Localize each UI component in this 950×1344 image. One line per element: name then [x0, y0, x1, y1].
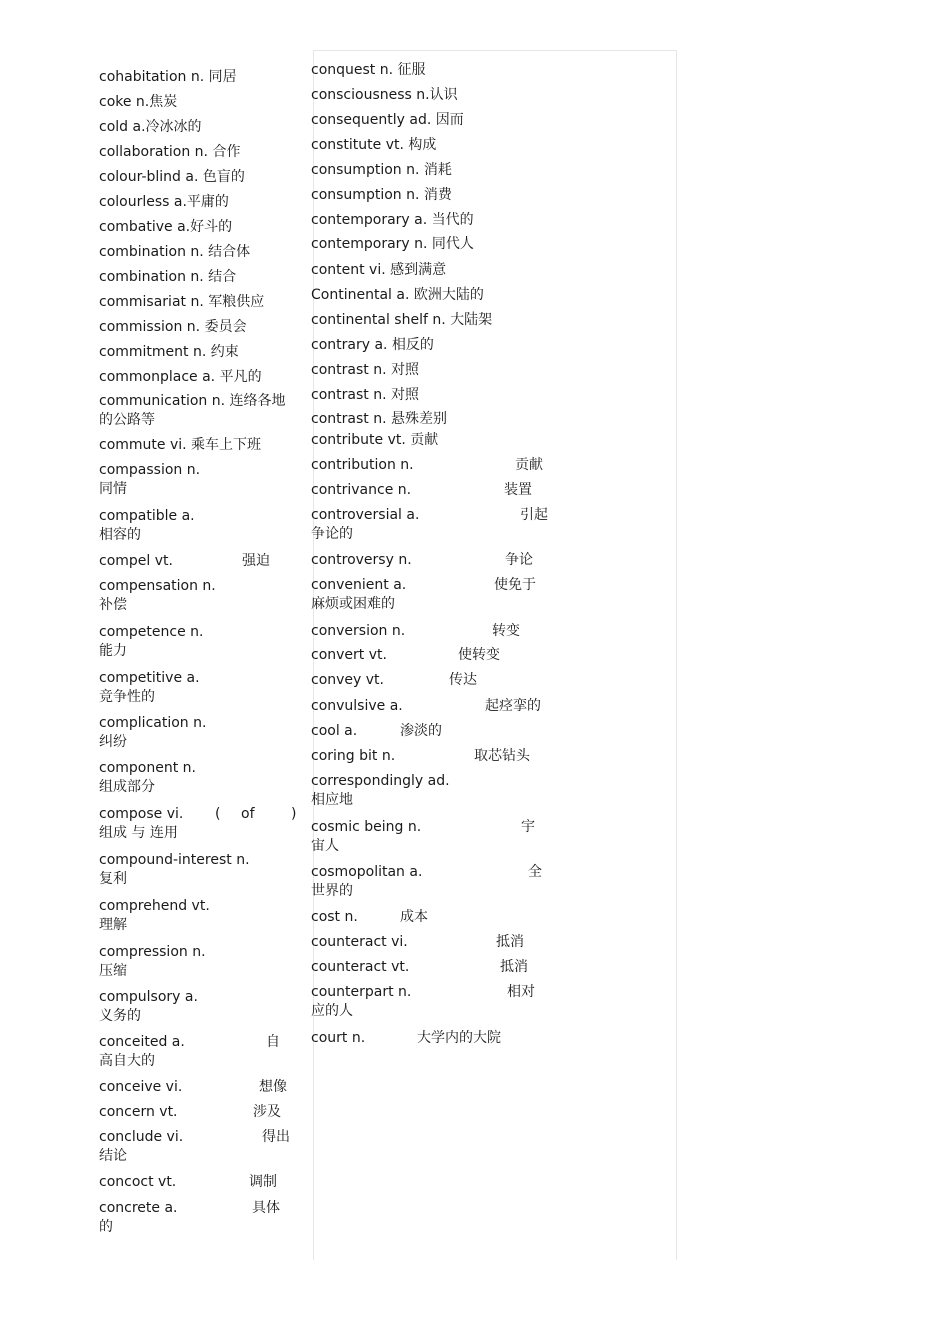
- entry-headword: combination n. 结合体: [99, 244, 251, 260]
- vocab-entry: [311, 431, 438, 450]
- entry-translation: 全: [528, 864, 542, 880]
- vocab-entry: [311, 576, 536, 612]
- vocab-entry: [311, 286, 484, 305]
- entry-headword: commitment n. 约束: [99, 344, 239, 360]
- entry-translation-wrap: 复利: [99, 871, 127, 887]
- vocab-entry: [99, 436, 261, 455]
- vocab-entry: [311, 211, 474, 230]
- entry-translation: 使转变: [458, 647, 500, 663]
- entry-headword: cosmic being n.: [311, 819, 422, 835]
- frame-line-top: [314, 50, 676, 51]
- entry-headword: concrete a.: [99, 1200, 178, 1216]
- entry-headword: coring bit n.: [311, 748, 396, 764]
- vocab-entry: [99, 805, 297, 841]
- vocab-entry: [311, 933, 524, 952]
- entry-translation: 引起: [520, 507, 548, 523]
- entry-translation-wrap: 高自大的: [99, 1053, 155, 1069]
- vocab-entry: [99, 851, 250, 887]
- vocab-entry: [99, 1173, 277, 1192]
- entry-headword: consumption n. 消费: [311, 187, 452, 203]
- entry-headword: coke n.焦炭: [99, 94, 178, 110]
- entry-headword: conceited a.: [99, 1034, 185, 1050]
- entry-translation-wrap: 能力: [99, 643, 127, 659]
- entry-translation-wrap: 世界的: [311, 883, 353, 899]
- entry-headword: collaboration n. 合作: [99, 144, 241, 160]
- entry-headword: contrivance n.: [311, 482, 412, 498]
- entry-headword: compel vt.: [99, 553, 173, 569]
- entry-translation-wrap: 相容的: [99, 527, 141, 543]
- entry-translation: 转变: [492, 623, 520, 639]
- vocab-entry: [311, 235, 474, 254]
- entry-headword: controversy n.: [311, 552, 412, 568]
- vocab-entry: [99, 193, 229, 212]
- vocab-entry: [99, 143, 240, 162]
- entry-headword: conquest n. 征服: [311, 62, 426, 78]
- vocab-entry: [311, 747, 530, 766]
- entry-headword: Continental a. 欧洲大陆的: [311, 287, 484, 303]
- entry-translation: 起痉挛的: [485, 698, 541, 714]
- entry-translation-wrap: 结论: [99, 1148, 127, 1164]
- entry-translation: 调制: [249, 1174, 277, 1190]
- entry-headword: cold a.冷冰冰的: [99, 119, 202, 135]
- vocab-entry: [99, 759, 196, 795]
- entry-headword: contrary a. 相反的: [311, 337, 434, 353]
- entry-headword: contemporary n. 同代人: [311, 236, 474, 252]
- vocab-entry: [99, 343, 239, 362]
- vocab-entry: [99, 218, 232, 237]
- vocab-entry: [99, 669, 200, 705]
- entry-headword: consciousness n.认识: [311, 87, 458, 103]
- entry-headword: counterpart n.: [311, 984, 412, 1000]
- vocab-entry: [99, 623, 204, 659]
- entry-translation-wrap: 组成部分: [99, 779, 155, 795]
- entry-headword: counteract vi.: [311, 934, 408, 950]
- entry-headword: commission n. 委员会: [99, 319, 247, 335]
- entry-headword: complication n.: [99, 715, 207, 731]
- entry-translation: 大学内的大院: [417, 1030, 501, 1046]
- entry-translation-wrap: 组成 与 连用: [99, 825, 178, 841]
- entry-headword: combination n. 结合: [99, 269, 237, 285]
- entry-headword: contribution n.: [311, 457, 414, 473]
- entry-headword: conclude vi.: [99, 1129, 184, 1145]
- vocab-entry: [99, 93, 177, 112]
- frame-line-right: [676, 50, 677, 1260]
- entry-headword: contribute vt. 贡献: [311, 432, 439, 448]
- entry-headword: contrast n. 对照: [311, 362, 419, 378]
- entry-translation: ): [291, 806, 297, 822]
- vocab-entry: [311, 958, 528, 977]
- vocab-entry: [311, 410, 447, 429]
- entry-translation-wrap: 压缩: [99, 963, 127, 979]
- entry-headword: court n.: [311, 1030, 366, 1046]
- entry-translation: 渗淡的: [400, 723, 442, 739]
- vocab-entry: [311, 772, 450, 808]
- entry-headword: communication n. 连络各地: [99, 393, 286, 409]
- entry-translation-wrap: 义务的: [99, 1008, 141, 1024]
- vocab-entry: [311, 646, 500, 665]
- entry-headword: contrast n. 悬殊差别: [311, 411, 447, 427]
- vocab-entry: [99, 392, 286, 428]
- entry-translation: 想像: [259, 1079, 287, 1095]
- entry-translation: 具体: [252, 1200, 280, 1216]
- vocab-entry: [99, 318, 247, 337]
- entry-headword: convey vt.: [311, 672, 384, 688]
- entry-headword: consumption n. 消耗: [311, 162, 452, 178]
- vocab-entry: [311, 1029, 501, 1048]
- vocab-entry: [99, 714, 207, 750]
- vocab-entry: [99, 897, 210, 933]
- entry-translation: 装置: [504, 482, 532, 498]
- vocab-entry: [311, 311, 492, 330]
- entry-headword: competitive a.: [99, 670, 200, 686]
- entry-headword: consequently ad. 因而: [311, 112, 464, 128]
- entry-headword: comprehend vt.: [99, 898, 210, 914]
- entry-headword: convenient a.: [311, 577, 407, 593]
- vocab-entry: [99, 243, 250, 262]
- entry-headword: conceive vi.: [99, 1079, 183, 1095]
- entry-headword: compression n.: [99, 944, 206, 960]
- entry-translation-wrap: 理解: [99, 917, 127, 933]
- entry-headword: correspondingly ad.: [311, 773, 450, 789]
- vocab-entry: [311, 111, 464, 130]
- vocab-entry: [99, 943, 206, 979]
- entry-translation-wrap: 的公路等: [99, 412, 155, 428]
- entry-translation: 宇: [521, 819, 535, 835]
- vocab-entry: [311, 136, 436, 155]
- vocab-entry: [311, 61, 426, 80]
- vocab-entry: [311, 863, 542, 899]
- vocab-entry: [99, 552, 270, 571]
- entry-headword: colourless a.平庸的: [99, 194, 229, 210]
- vocab-entry: [311, 983, 535, 1019]
- entry-headword: conversion n.: [311, 623, 406, 639]
- entry-headword: convert vt.: [311, 647, 387, 663]
- entry-headword: combative a.好斗的: [99, 219, 233, 235]
- entry-translation-wrap: 应的人: [311, 1003, 353, 1019]
- vocab-entry: [99, 1103, 281, 1122]
- entry-translation: 争论: [505, 552, 533, 568]
- entry-headword: compulsory a.: [99, 989, 198, 1005]
- entry-headword: content vi. 感到满意: [311, 262, 447, 278]
- vocab-entry: [311, 86, 458, 105]
- vocab-entry: [99, 507, 195, 543]
- entry-translation: 抵消: [500, 959, 528, 975]
- vocab-entry: [99, 268, 236, 287]
- entry-translation-wrap: 争论的: [311, 526, 353, 542]
- entry-headword: cosmopolitan a.: [311, 864, 423, 880]
- vocab-entry: [311, 481, 532, 500]
- entry-headword: compatible a.: [99, 508, 195, 524]
- vocab-entry: [311, 506, 548, 542]
- entry-translation-wrap: 同情: [99, 481, 127, 497]
- entry-headword: contrast n. 对照: [311, 387, 419, 403]
- vocab-entry: [99, 461, 201, 497]
- vocab-entry: [311, 261, 446, 280]
- entry-headword: colour-blind a. 色盲的: [99, 169, 245, 185]
- entry-headword: compose vi.: [99, 806, 184, 822]
- entry-headword: commonplace a. 平凡的: [99, 369, 262, 385]
- vocab-entry: [311, 361, 419, 380]
- entry-translation: 成本: [400, 909, 428, 925]
- entry-translation: 涉及: [253, 1104, 281, 1120]
- vocab-entry: [99, 168, 245, 187]
- entry-translation: 贡献: [515, 457, 543, 473]
- vocab-entry: [99, 1033, 280, 1069]
- vocab-entry: [99, 1128, 290, 1164]
- entry-translation: (: [215, 806, 221, 822]
- entry-translation: 自: [266, 1034, 280, 1050]
- entry-headword: compound-interest n.: [99, 852, 250, 868]
- vocab-entry: [99, 118, 202, 137]
- entry-headword: contemporary a. 当代的: [311, 212, 474, 228]
- entry-headword: counteract vt.: [311, 959, 410, 975]
- vocab-entry: [99, 577, 216, 613]
- entry-translation: 传达: [449, 672, 477, 688]
- entry-headword: convulsive a.: [311, 698, 403, 714]
- entry-translation: 强迫: [242, 553, 270, 569]
- entry-translation: 相对: [507, 984, 535, 1000]
- vocab-entry: [311, 386, 419, 405]
- entry-headword: continental shelf n. 大陆架: [311, 312, 493, 328]
- entry-headword: cohabitation n. 同居: [99, 69, 237, 85]
- vocab-entry: [99, 988, 198, 1024]
- vocab-entry: [311, 622, 520, 641]
- entry-translation: 使免于: [494, 577, 536, 593]
- entry-translation-wrap: 麻烦或困难的: [311, 596, 395, 612]
- vocab-entry: [311, 551, 533, 570]
- entry-headword: commisariat n. 军粮供应: [99, 294, 265, 310]
- vocab-entry: [311, 186, 452, 205]
- entry-translation: 得出: [262, 1129, 290, 1145]
- vocab-entry: [311, 336, 434, 355]
- vocab-entry: [99, 68, 237, 87]
- entry-headword: commute vi. 乘车上下班: [99, 437, 262, 453]
- vocab-entry: [311, 908, 428, 927]
- vocab-entry: [311, 818, 535, 854]
- entry-translation-wrap: 的: [99, 1219, 113, 1235]
- vocab-entry: [311, 161, 452, 180]
- vocab-entry: [99, 368, 262, 387]
- vocab-entry: [311, 456, 543, 475]
- entry-headword: concoct vt.: [99, 1174, 177, 1190]
- vocab-entry: [311, 671, 477, 690]
- entry-translation-wrap: 相应地: [311, 792, 353, 808]
- entry-translation-wrap: 补偿: [99, 597, 127, 613]
- entry-translation: 抵消: [496, 934, 524, 950]
- entry-headword: controversial a.: [311, 507, 420, 523]
- entry-headword: cost n.: [311, 909, 358, 925]
- entry-translation: 取芯钻头: [474, 748, 530, 764]
- entry-translation-wrap: 纠纷: [99, 734, 127, 750]
- entry-headword: competence n.: [99, 624, 204, 640]
- vocab-entry: [99, 1078, 287, 1097]
- vocab-entry: [99, 293, 264, 312]
- entry-headword: compassion n.: [99, 462, 201, 478]
- entry-headword: cool a.: [311, 723, 358, 739]
- entry-headword: compensation n.: [99, 578, 216, 594]
- entry-translation-wrap: 竞争性的: [99, 689, 155, 705]
- entry-headword: component n.: [99, 760, 196, 776]
- entry-headword: constitute vt. 构成: [311, 137, 437, 153]
- vocab-entry: [311, 697, 541, 716]
- entry-translation: of: [241, 806, 255, 822]
- vocab-entry: [311, 722, 442, 741]
- vocab-entry: [99, 1199, 280, 1235]
- entry-translation-wrap: 宙人: [311, 838, 339, 854]
- entry-headword: concern vt.: [99, 1104, 178, 1120]
